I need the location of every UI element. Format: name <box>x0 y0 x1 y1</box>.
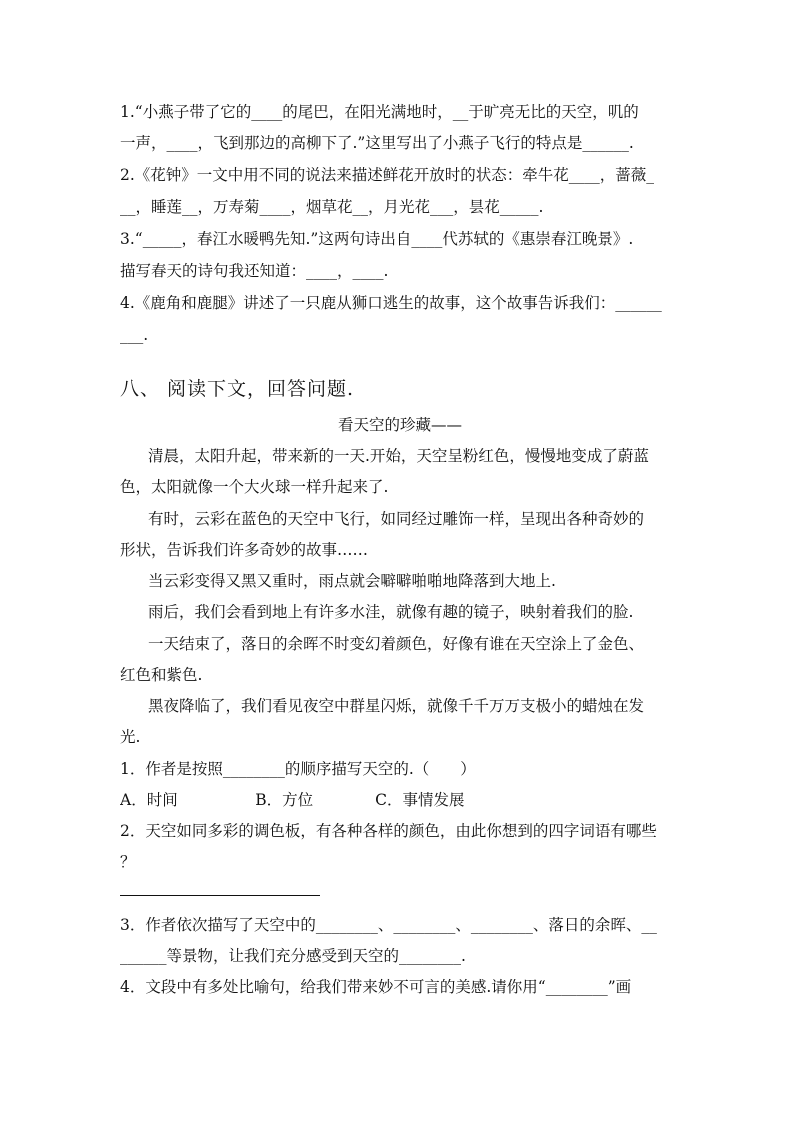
fill-blank-q4-line2: ___. <box>120 326 149 344</box>
question-3-line2: ______等景物，让我们充分感受到天空的________. <box>120 947 466 965</box>
passage-line: 光. <box>120 728 141 746</box>
fill-blank-q3-line2: 描写春天的诗句我还知道：____，____. <box>120 262 389 280</box>
question-4-line1: 4．文段中有多处比喻句，给我们带来妙不可言的美感.请你用“________”画 <box>120 978 632 996</box>
question-1-options: A．时间 B．方位 C．事情发展 <box>120 791 465 809</box>
fill-blank-q3-line1: 3.“_____，春江水暖鸭先知.”这两句诗出自____代苏轼的《惠崇春江晚景》. <box>120 230 634 248</box>
question-2-line2: ？ <box>120 853 136 871</box>
passage-line: 有时，云彩在蓝色的天空中飞行，如同经过雕饰一样，呈现出各种奇妙的 <box>148 510 645 528</box>
passage-line: 当云彩变得又黑又重时，雨点就会噼噼啪啪地降落到大地上. <box>148 572 556 590</box>
question-3-line1: 3．作者依次描写了天空中的________、________、________、落日的余晖、__ <box>120 916 657 934</box>
fill-blank-q2-line2: __，睡莲__，万寿菊____，烟草花__，月光花___，昙花_____. <box>120 198 544 216</box>
question-2-line1: 2．天空如同多彩的调色板，有各种各样的颜色，由此你想到的四字词语有哪些 <box>120 822 657 840</box>
passage-line: 黑夜降临了，我们看见夜空中群星闪烁，就像千千万万支极小的蜡烛在发 <box>148 697 645 715</box>
passage-line: 形状，告诉我们许多奇妙的故事…… <box>120 541 369 559</box>
fill-blank-q2-line1: 2.《花钟》一文中用不同的说法来描述鲜花开放时的状态：牵牛花____，蔷薇_ <box>120 166 655 184</box>
question-1: 1．作者是按照________的顺序描写天空的.（ ） <box>120 760 476 778</box>
fill-blank-q4-line1: 4.《鹿角和鹿腿》讲述了一只鹿从狮口逃生的故事，这个故事告诉我们：______ <box>120 294 662 312</box>
question-2-answer-line[interactable] <box>120 895 320 896</box>
passage-line: 一天结束了，落日的余晖不时变幻着颜色，好像有谁在天空涂上了金色、 <box>148 635 645 653</box>
passage-line: 雨后，我们会看到地上有许多水洼，就像有趣的镜子，映射着我们的脸. <box>148 603 634 621</box>
passage-title: 看天空的珍藏—— <box>337 416 462 434</box>
passage-line: 红色和紫色. <box>120 666 203 684</box>
fill-blank-q1-line1: 1.“小燕子带了它的____的尾巴，在阳光满地时，__于旷亮无比的天空，叽的 <box>120 103 639 121</box>
passage-line: 色，太阳就像一个大火球一样升起来了. <box>120 478 389 496</box>
section-heading: 八、 阅读下文，回答问题. <box>120 378 355 400</box>
passage-line: 清晨，太阳升起，带来新的一天.开始，天空呈粉红色，慢慢地变成了蔚蓝 <box>148 447 649 465</box>
fill-blank-q1-line2: 一声，____，飞到那边的高柳下了.”这里写出了小燕子飞行的特点是______. <box>120 134 634 152</box>
